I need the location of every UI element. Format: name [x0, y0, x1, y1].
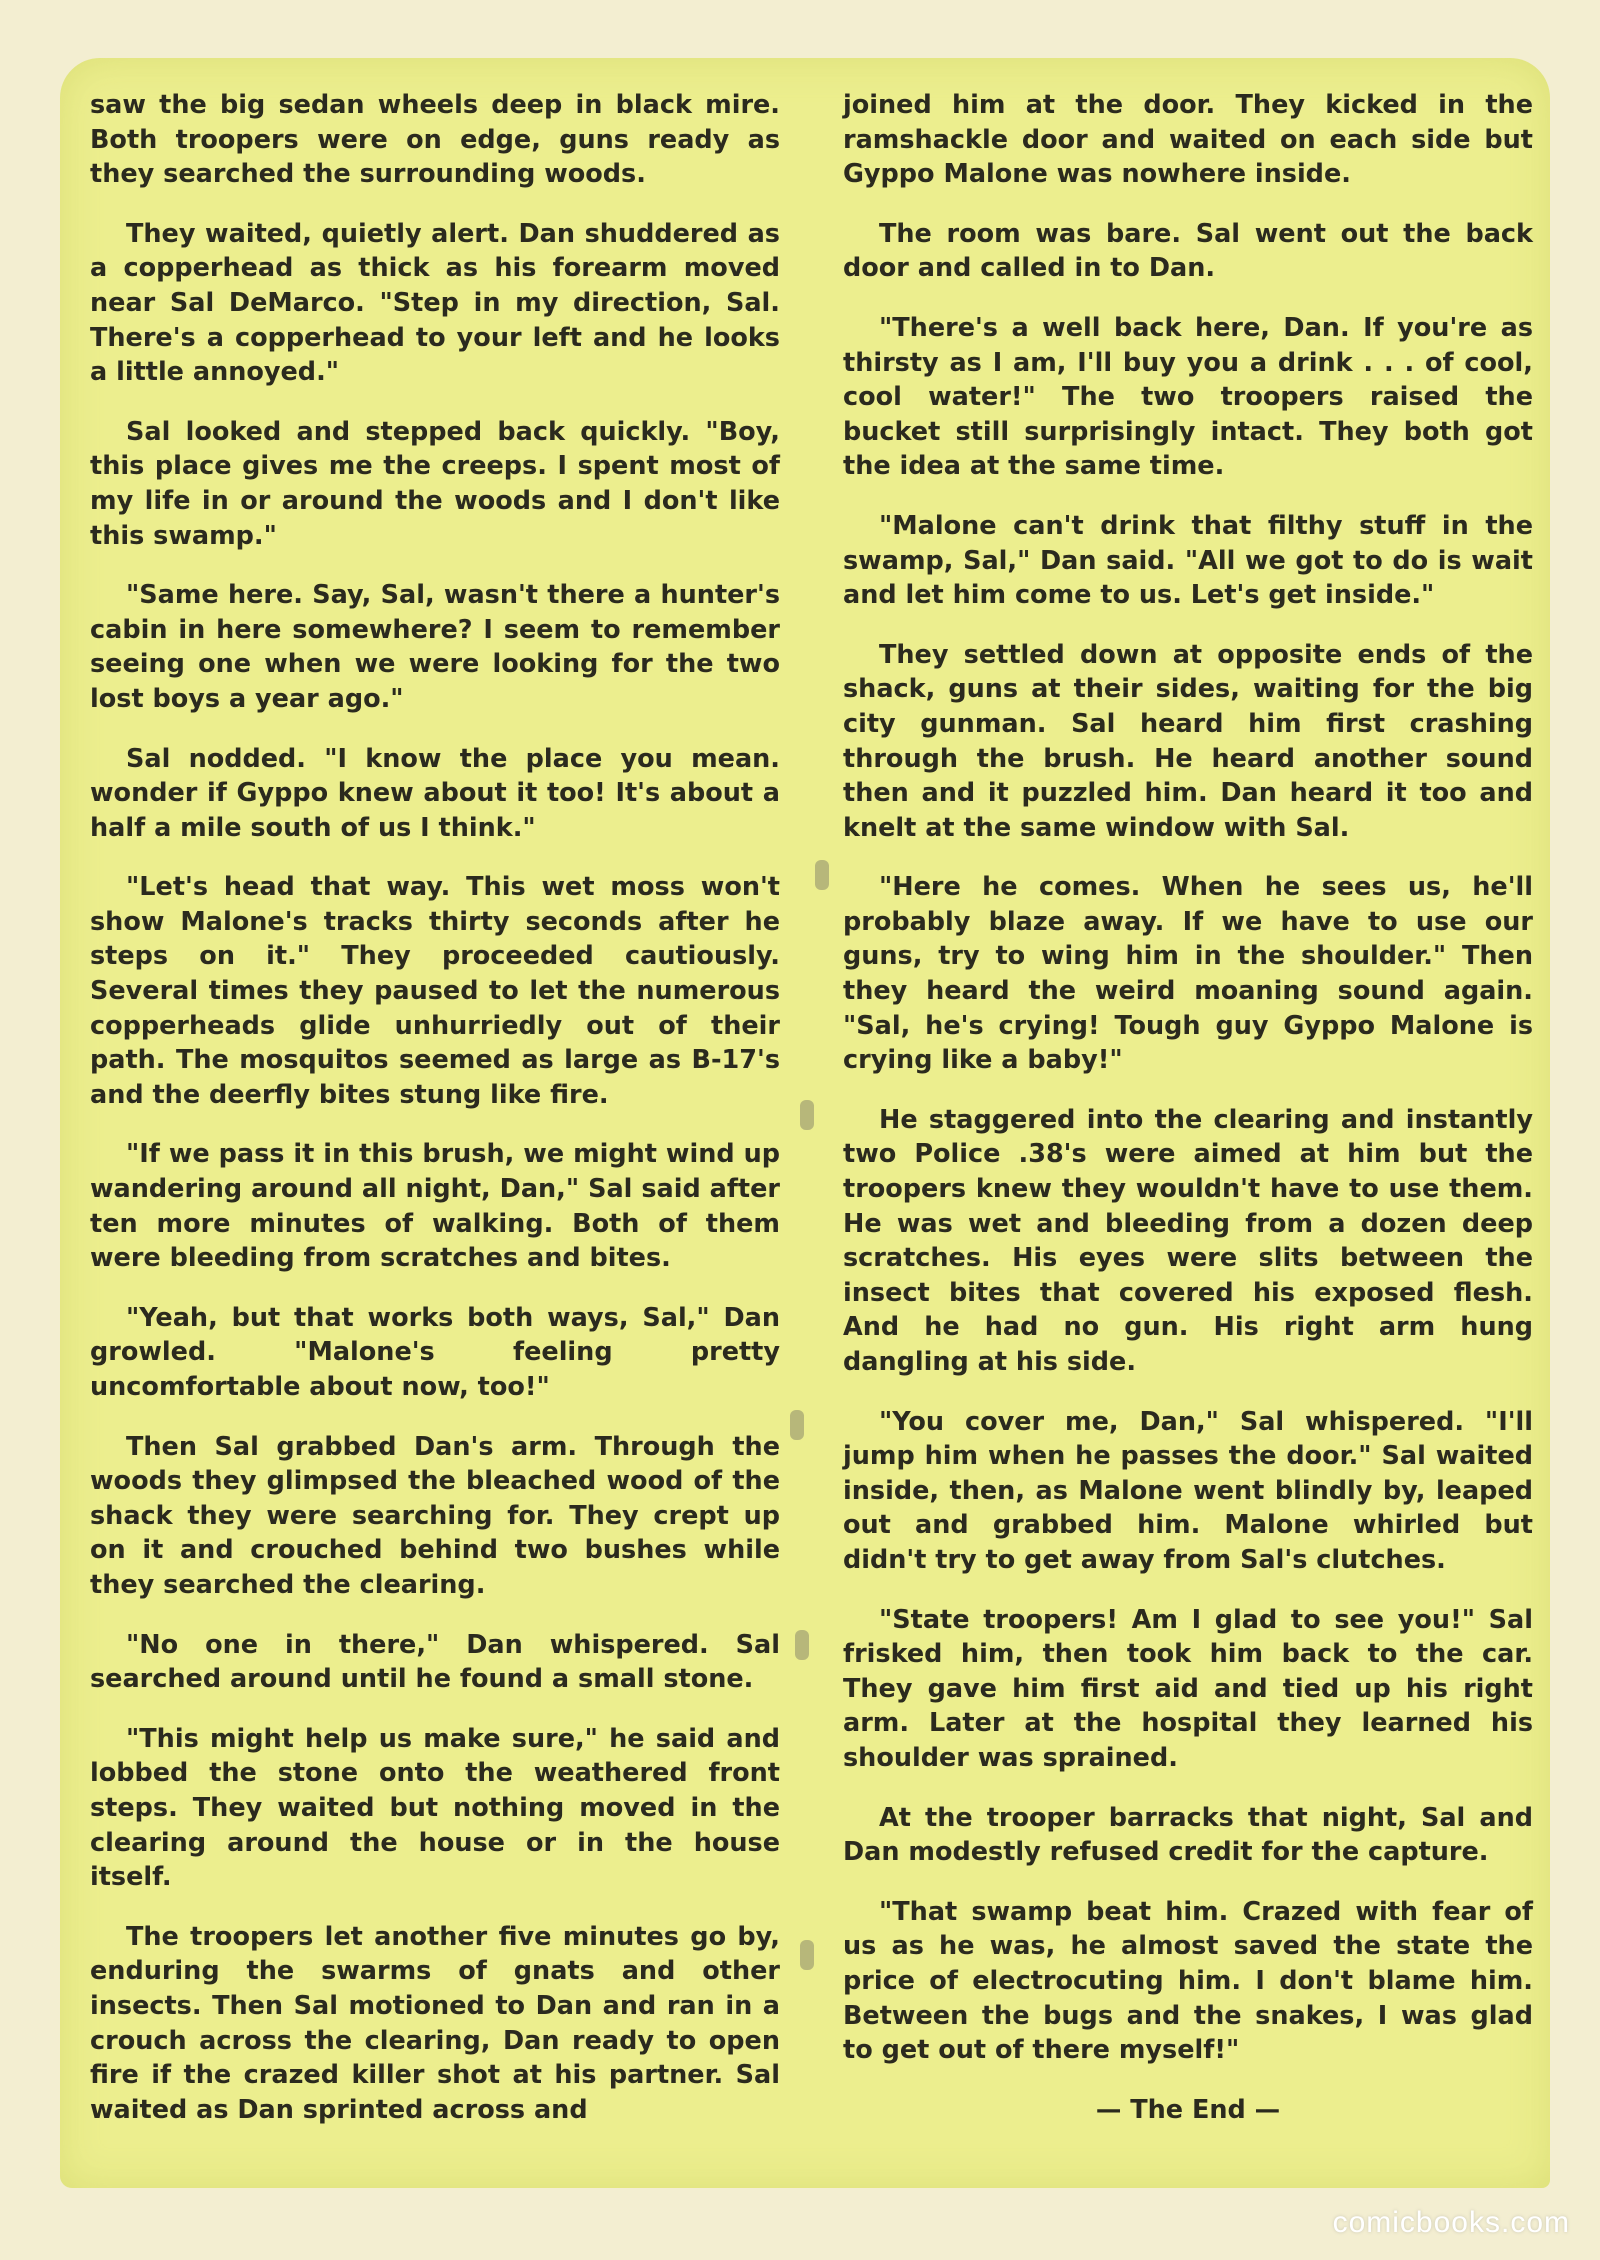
print-blemish — [800, 1100, 814, 1130]
print-blemish — [790, 1410, 804, 1440]
paragraph: Sal looked and stepped back quickly. "Boy, this place gives me the creeps. I spent most of my life in or around the woods and I don't like this swamp." — [90, 416, 780, 551]
paragraph: Sal nodded. "I know the place you mean. wonder if Gyppo knew about it too! It's about a half a mile south of us I think." — [90, 743, 780, 843]
paragraph: At the trooper barracks that night, Sal and Dan modestly refused credit for the capture. — [843, 1802, 1533, 1868]
paragraph: "This might help us make sure," he said and lobbed the stone onto the weathered front steps. They waited but nothing moved in the clearing around the house or in the house itself. — [90, 1723, 780, 1893]
paragraph: "Malone can't drink that filthy stuff in the swamp, Sal," Dan said. "All we got to do is wait and let him come to us. Let's get inside." — [843, 510, 1533, 611]
paragraph: "You cover me, Dan," Sal whispered. "I'll jump him when he passes the door." Sal waited inside, then, as Malone went blindly by, leaped out and grabbed him. Malone whirled but didn't try to get away from Sal's clutches. — [843, 1406, 1533, 1575]
paragraph: joined him at the door. They kicked in the ramshackle door and waited on each side but Gyppo Malone was nowhere inside. — [843, 90, 1533, 190]
paragraph: "That swamp beat him. Crazed with fear of us as he was, he almost saved the state the price of electrocuting him. I don't blame him. Between the bugs and the snakes, I was glad to get out of there myself!" — [843, 1896, 1533, 2066]
print-blemish — [795, 1630, 809, 1660]
paragraph: "Here he comes. When he sees us, he'll probably blaze away. If we have to use our guns, try to wing him in the shoulder." Then they heard the weird moaning sound again. "Sal, he's crying! Tough guy Gyppo Malone is crying like a baby!" — [843, 872, 1533, 1076]
paragraph: The troopers let another five minutes go by, enduring the swarms of gnats and other insects. Then Sal motioned to Dan and ran in a crouch across the clearing, Dan ready to open fire if the crazed killer shot at his partner. Sal waited as Dan sprinted across and — [90, 1921, 780, 2125]
the-end-label: — The End — — [1095, 2094, 1281, 2125]
paragraph: "Same here. Say, Sal, wasn't there a hunter's cabin in here somewhere? I seem to remember seeing one when we were looking for the two lost boys a year ago." — [90, 580, 780, 714]
left-text-column — [90, 88, 780, 2152]
paragraph: "If we pass it in this brush, we might wind up wandering around all night, Dan," Sal said after ten more minutes of walking. Both of them were bleeding from scratches and bites. — [90, 1139, 780, 1274]
paragraph: He staggered into the clearing and instantly two Police .38's were aimed at him but the troopers knew they wouldn't have to use them. He was wet and bleeding from a dozen deep scratches. His eyes were slits between the insect bites that covered his exposed flesh. And he had no gun. His right arm hung dangling at his side. — [843, 1104, 1533, 1377]
paragraph: They settled down at opposite ends of the shack, guns at their sides, waiting for the big city gunman. Sal heard him first crashing through the brush. He heard another sound then and it puzzled him. Dan heard it too and knelt at the same window with Sal. — [843, 639, 1533, 843]
paragraph: The room was bare. Sal went out the back door and called in to Dan. — [843, 218, 1533, 284]
watermark: comicbooks.com — [1332, 2206, 1570, 2239]
paragraph: Then Sal grabbed Dan's arm. Through the woods they glimpsed the bleached wood of the shack they were searching for. They crept up on it and crouched behind two bushes while they searched the clearing. — [90, 1431, 780, 1600]
paragraph: "Yeah, but that works both ways, Sal," Dan growled. "Malone's feeling pretty uncomfortable about now, too!" — [90, 1302, 780, 1402]
paragraph: They waited, quietly alert. Dan shuddered as a copperhead as thick as his forearm moved near Sal DeMarco. "Step in my direction, Sal. There's a copperhead to your left and he looks a little annoyed." — [90, 218, 780, 388]
print-blemish — [800, 1940, 814, 1970]
paragraph: saw the big sedan wheels deep in black mire. Both troopers were on edge, guns ready as they searched the surrounding woods. — [90, 90, 780, 190]
paragraph: "There's a well back here, Dan. If you're as thirsty as I am, I'll buy you a drink . . . of cool, cool water!" The two troopers raised the bucket still surprisingly intact. They both got the idea at the same time. — [843, 312, 1533, 482]
paragraph: "No one in there," Dan whispered. Sal searched around until he found a small stone. — [90, 1629, 780, 1695]
print-blemish — [815, 860, 829, 890]
paragraph: "State troopers! Am I glad to see you!" Sal frisked him, then took him back to the car. They gave him first aid and tied up his right arm. Later at the hospital they learned his shoulder was sprained. — [843, 1604, 1533, 1773]
paragraph: "Let's head that way. This wet moss won't show Malone's tracks thirty seconds after he steps on it." They proceeded cautiously. Several times they paused to let the numerous copperheads glide unhurriedly out of their path. The mosquitos seemed as large as B-17's and the deerfly bites stung like fire. — [90, 872, 780, 1110]
right-text-column — [843, 88, 1533, 2152]
